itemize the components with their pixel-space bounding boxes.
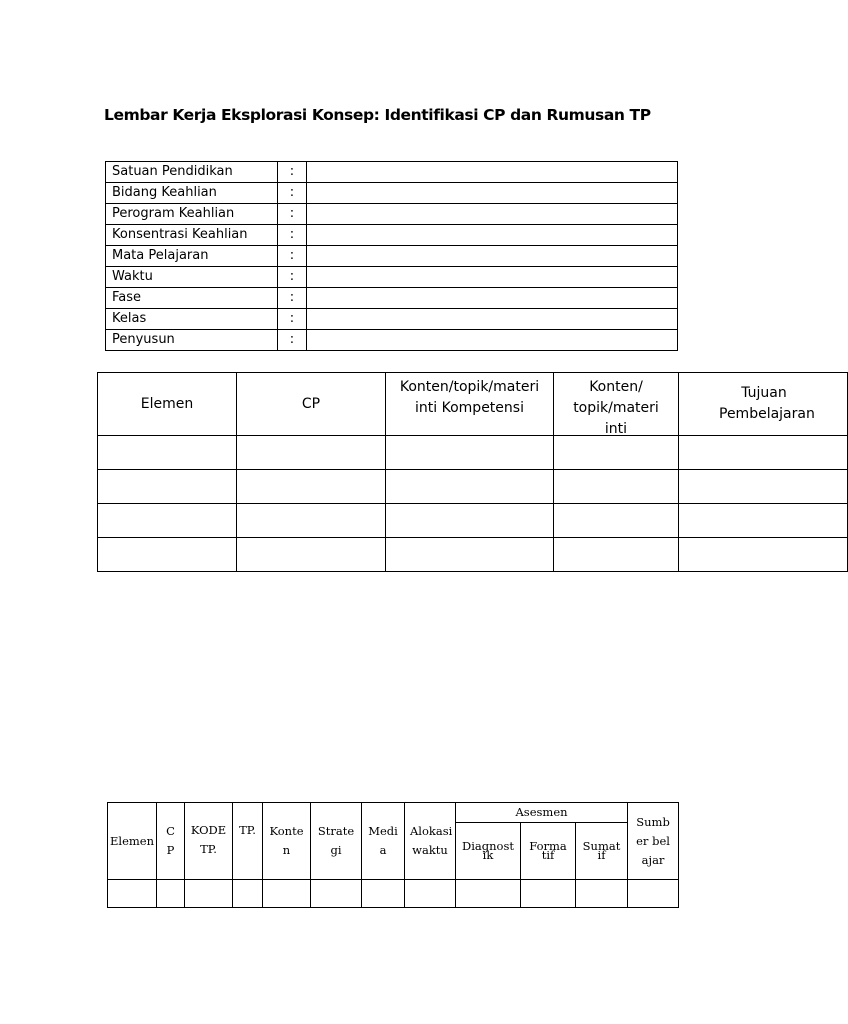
identity-row [106, 246, 678, 267]
table-cell[interactable] [98, 504, 237, 538]
identity-colon: : [278, 204, 307, 225]
header-kode-tp: KODE TP. [185, 803, 233, 880]
identity-colon: : [278, 225, 307, 246]
header-sumatif: Sumatif [576, 823, 628, 880]
identity-colon: : [278, 162, 307, 183]
header-tujuan-pembelajaran: Tujuan Pembelajaran [679, 373, 848, 436]
header-media: Media [362, 803, 405, 880]
identity-row [106, 288, 678, 309]
table-cell[interactable] [521, 880, 576, 908]
table-cell[interactable] [237, 470, 386, 504]
identity-value[interactable] [307, 246, 678, 267]
table-cell[interactable] [405, 880, 456, 908]
identity-value[interactable] [307, 162, 678, 183]
identity-colon: : [278, 183, 307, 204]
identity-value[interactable] [307, 204, 678, 225]
header-cp: CP [237, 373, 386, 436]
header-elemen: Elemen [108, 803, 157, 880]
identity-label: Mata Pelajaran [106, 246, 278, 267]
identity-value[interactable] [307, 225, 678, 246]
table-row [98, 504, 848, 538]
identity-label: Bidang Keahlian [106, 183, 278, 204]
table-cell[interactable] [554, 436, 679, 470]
identity-row [106, 162, 678, 183]
table-cell[interactable] [98, 538, 237, 572]
identity-row [106, 267, 678, 288]
table-cell[interactable] [98, 470, 237, 504]
identity-row [106, 330, 678, 351]
table-cell[interactable] [554, 504, 679, 538]
identity-label: Penyusun [106, 330, 278, 351]
identity-label: Fase [106, 288, 278, 309]
table-cell[interactable] [679, 538, 848, 572]
identity-table [105, 161, 678, 351]
identity-value[interactable] [307, 267, 678, 288]
table-cell[interactable] [311, 880, 362, 908]
table-cell[interactable] [386, 436, 554, 470]
table-cell[interactable] [386, 470, 554, 504]
cp-tp-table [97, 372, 848, 572]
table-cell[interactable] [679, 470, 848, 504]
identity-label: Konsentrasi Keahlian [106, 225, 278, 246]
table-cell[interactable] [233, 880, 263, 908]
identity-row [106, 309, 678, 330]
table-cell[interactable] [237, 538, 386, 572]
table-row [98, 436, 848, 470]
identity-label: Waktu [106, 267, 278, 288]
identity-colon: : [278, 330, 307, 351]
header-asesmen: Asesmen [456, 803, 628, 823]
identity-value[interactable] [307, 330, 678, 351]
table-cell[interactable] [386, 538, 554, 572]
header-tp: TP. [233, 803, 263, 880]
cp-tp-header-row [98, 373, 848, 436]
table-cell[interactable] [628, 880, 679, 908]
header-konten-kompetensi: Konten/topik/materi inti Kompetensi [386, 373, 554, 436]
header-diagnostik: Diagnostik [456, 823, 521, 880]
table-cell[interactable] [237, 504, 386, 538]
identity-row [106, 204, 678, 225]
identity-value[interactable] [307, 309, 678, 330]
table-row [108, 880, 679, 908]
header-elemen: Elemen [98, 373, 237, 436]
header-cp: CP [157, 803, 185, 880]
identity-colon: : [278, 267, 307, 288]
page-title: Lembar Kerja Eksplorasi Konsep: Identifikasi CP dan Rumusan TP [104, 106, 651, 124]
header-alokasi-waktu: Alokasi waktu [405, 803, 456, 880]
table-cell[interactable] [456, 880, 521, 908]
table-cell[interactable] [237, 436, 386, 470]
header-konten-inti: Konten/ topik/materi inti [554, 373, 679, 436]
table-cell[interactable] [554, 470, 679, 504]
module-table [107, 802, 679, 908]
header-formatif: Formatif [521, 823, 576, 880]
table-row [98, 538, 848, 572]
table-cell[interactable] [554, 538, 679, 572]
identity-label: Kelas [106, 309, 278, 330]
identity-value[interactable] [307, 288, 678, 309]
header-sumber-belajar: Sumber belajar [628, 803, 679, 880]
identity-colon: : [278, 246, 307, 267]
cp-tp-table-wrapper [97, 372, 815, 572]
identity-row [106, 183, 678, 204]
table-cell[interactable] [679, 436, 848, 470]
table-row [98, 470, 848, 504]
table-cell[interactable] [98, 436, 237, 470]
table-cell[interactable] [362, 880, 405, 908]
table-cell[interactable] [108, 880, 157, 908]
header-konten: Konten [263, 803, 311, 880]
table-cell[interactable] [263, 880, 311, 908]
identity-label: Satuan Pendidikan [106, 162, 278, 183]
identity-colon: : [278, 288, 307, 309]
table-cell[interactable] [157, 880, 185, 908]
table-cell[interactable] [576, 880, 628, 908]
table-cell[interactable] [185, 880, 233, 908]
table-cell[interactable] [679, 504, 848, 538]
identity-colon: : [278, 309, 307, 330]
identity-label: Perogram Keahlian [106, 204, 278, 225]
identity-row [106, 225, 678, 246]
identity-value[interactable] [307, 183, 678, 204]
table-cell[interactable] [386, 504, 554, 538]
header-strategi: Strategi [311, 803, 362, 880]
